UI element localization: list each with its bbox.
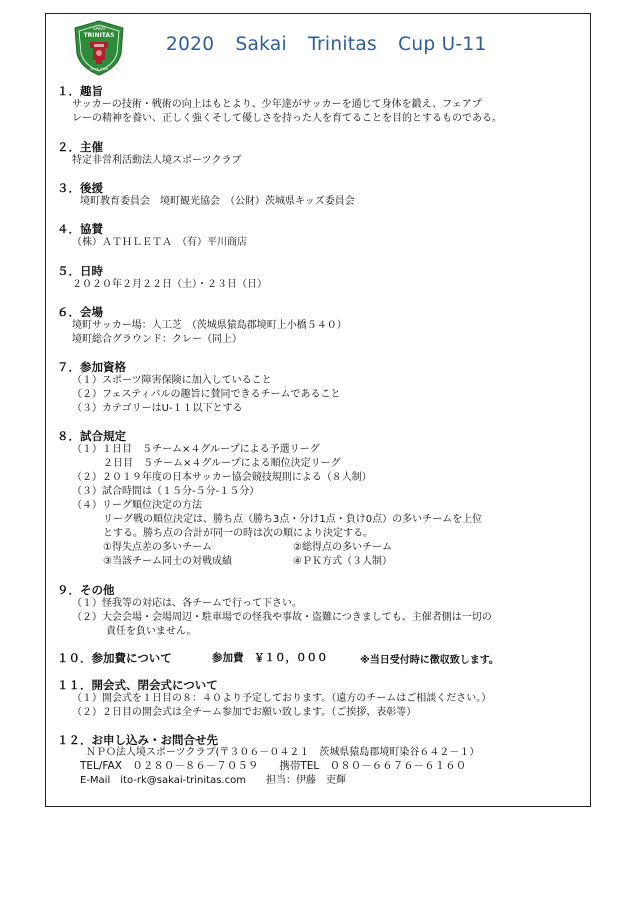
venue-line-2: 境町総合グラウンド：クレー（同上） bbox=[72, 334, 242, 345]
eligibility-line-2: （２）フェスティバルの趣旨に賛同できるチームであること bbox=[72, 389, 341, 400]
section-heading-contact: １２．お申し込み・お問合せ先 bbox=[57, 733, 218, 747]
section-heading-sponsor: ４．協賛 bbox=[57, 222, 103, 236]
contact-email: E-Mail ito-rk@sakai-trinitas.com 担当：伊藤 吏輝 bbox=[80, 775, 346, 786]
rules-line-1: （１）１日目 ５チーム×４グループによる予選リーグ bbox=[72, 444, 320, 455]
other-line-1: （１）怪我等の対応は、各チームで行って下さい。 bbox=[72, 598, 302, 609]
ceremony-line-1: （１）開会式を１日目の８：４０より予定しております。（遠方のチームはご相談ください。） bbox=[72, 693, 492, 704]
crest-top-text: SAKAI bbox=[93, 26, 105, 31]
title-word-sakai: Sakai bbox=[235, 34, 287, 55]
rules-criterion-3: ③当該チーム同士の対戦成績 bbox=[103, 556, 232, 567]
section-heading-support: ３．後援 bbox=[57, 181, 103, 195]
rules-criterion-1: ①得失点差の多いチーム bbox=[103, 542, 212, 553]
eligibility-line-3: （３）カテゴリーはU-１１以下とする bbox=[72, 403, 243, 414]
contact-address: ＮＰＯ法人境スポーツクラブ(〒３０６－０４２１ 茨城県猿島郡境町染谷６４２－１） bbox=[86, 747, 480, 758]
other-line-3: 責任を負いません。 bbox=[106, 626, 197, 637]
rules-line-2: ２日目 ５チーム×４グループによる順位決定リーグ bbox=[103, 458, 341, 469]
organizer-line: 特定非営利活動法人境スポーツクラブ bbox=[72, 155, 242, 166]
venue-line-1: 境町サッカー場：人工芝 （茨城県猿島郡境町上小橋５４０） bbox=[72, 320, 347, 331]
section-heading-venue: ６．会場 bbox=[57, 305, 103, 319]
title-word-trinitas: Trinitas bbox=[308, 34, 377, 55]
rules-line-3: （２）２０１９年度の日本サッカー協会競技規則による（８人制） bbox=[72, 472, 372, 483]
sponsor-line: （株）ＡＴＨＬＥＴＡ （有）平川商店 bbox=[72, 237, 247, 248]
purpose-line-1: サッカーの技術・戦術の向上はもとより、少年達がサッカーを通じて身体を鍛え、フェアプ bbox=[72, 99, 482, 110]
section-heading-date: ５．日時 bbox=[57, 264, 103, 278]
section-heading-rules: ８．試合規定 bbox=[57, 429, 126, 443]
title-year: 2020 bbox=[166, 34, 215, 55]
ceremony-line-2: （２）２日目の開会式は全チーム参加でお願い致します。（ご挨拶、表彰等） bbox=[72, 707, 417, 718]
rules-criterion-4: ④ＰＫ方式（３人制） bbox=[293, 556, 392, 567]
page-title bbox=[166, 34, 502, 55]
rules-criterion-2: ②総得点の多いチーム bbox=[293, 542, 392, 553]
rules-line-5: （４）リーグ順位決定の方法 bbox=[72, 500, 202, 511]
rules-line-4: （３）試合時間は（１５分-５分-１５分） bbox=[72, 486, 260, 497]
section-heading-other: ９．その他 bbox=[57, 583, 115, 597]
fee-note: ※当日受付時に徴収致します。 bbox=[360, 655, 499, 666]
eligibility-line-1: （１）スポーツ障害保険に加入していること bbox=[72, 375, 272, 386]
rules-line-7: とする。勝ち点の合計が同一の時は次の順により決定する。 bbox=[103, 528, 373, 539]
date-line: ２０２０年２月２２日（土）・２３日（日） bbox=[72, 279, 267, 290]
title-cup: Cup U-11 bbox=[398, 34, 487, 55]
rules-line-6: リーグ戦の順位決定は、勝ち点（勝ち3点・分け1点・負け0点）の多いチームを上位 bbox=[103, 514, 483, 525]
purpose-line-2: レーの精神を養い、正しく強くそして優しさを持った人を育てることを目的とするものである。 bbox=[72, 113, 502, 124]
section-heading-purpose: １．趣旨 bbox=[57, 84, 103, 98]
other-line-2: （２）大会会場・会場周辺・駐車場での怪我や事故・盗難につきましても、主催者側は一切の bbox=[72, 612, 492, 623]
section-heading-fee: １０．参加費について bbox=[57, 651, 172, 665]
crest-bottom-text: Since 2016 bbox=[90, 67, 108, 71]
section-heading-organizer: ２．主催 bbox=[57, 140, 103, 154]
support-line: 境町教育委員会 境町観光協会 （公財）茨城県キッズ委員会 bbox=[80, 196, 355, 207]
trinitas-crest-logo bbox=[74, 20, 124, 76]
fee-amount: 参加費 ￥１０，０００ bbox=[212, 652, 328, 664]
contact-phone: TEL/FAX ０２８０－８６－７０５９ 携帯TEL ０８０－６６７６－６１６０ bbox=[80, 760, 467, 772]
crest-main-text: TRINITAS bbox=[83, 32, 115, 39]
section-heading-eligibility: ７．参加資格 bbox=[57, 360, 126, 374]
section-heading-ceremony: １１．開会式、閉会式について bbox=[57, 678, 218, 692]
